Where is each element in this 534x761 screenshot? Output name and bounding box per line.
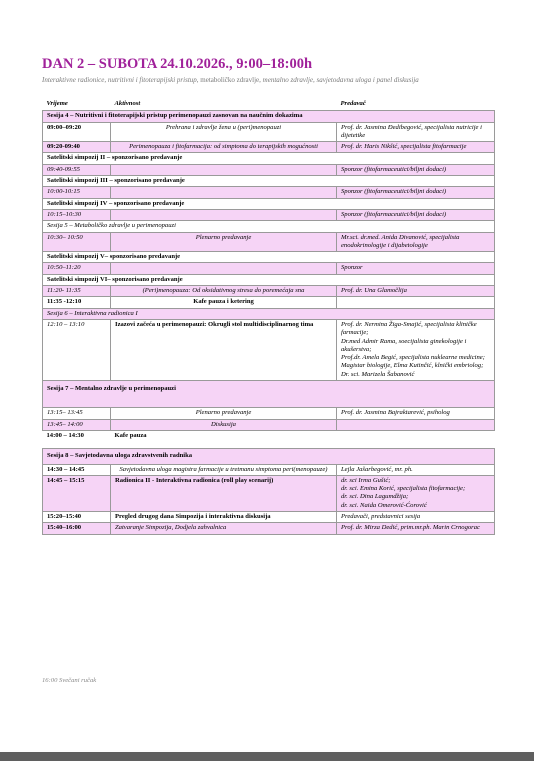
header-activity: Aktivnost bbox=[111, 99, 337, 111]
row-speaker: Sponzor (fitofarmaceutici/biljni dodaci) bbox=[337, 209, 495, 220]
session-row bbox=[43, 449, 495, 464]
row-activity: Kafe pauza i ketering bbox=[111, 297, 337, 308]
row-time: 09:20-09:40 bbox=[43, 142, 111, 153]
row-time: 10:15–10:30 bbox=[43, 209, 111, 220]
speaker-line: dr. sci. Dina Lagumdžija; bbox=[341, 493, 409, 501]
session-row bbox=[43, 111, 495, 122]
table-row bbox=[43, 419, 495, 430]
schedule-table bbox=[42, 99, 495, 535]
header-time: Vrijeme bbox=[43, 99, 111, 111]
speaker-line: Magistar biologije, Elma Kutinčić, klnički embriolog; bbox=[341, 362, 484, 370]
row-time: 15:40–16:00 bbox=[43, 523, 111, 534]
table-row bbox=[43, 142, 495, 153]
session-row bbox=[43, 381, 495, 408]
subtitle-part-1: Interaktivne radionice, nutritivni i fitoterapijski pristup, bbox=[42, 76, 199, 84]
row-speaker bbox=[337, 475, 495, 511]
row-time: 11:35 -12:10 bbox=[43, 297, 111, 308]
page-title: DAN 2 – SUBOTA 24.10.2026., 9:00–18:00h bbox=[42, 56, 313, 72]
row-speaker: Sponzor bbox=[337, 263, 495, 274]
row-speaker: Prof. dr. Mirza Dedić, prim.mr.ph. Marin Crnogorac bbox=[337, 523, 495, 534]
header-speaker: Predavač bbox=[337, 99, 495, 111]
session-row bbox=[43, 308, 495, 319]
speaker-line: Dr. sci. Marizela Šabanović bbox=[341, 370, 415, 378]
table-header-row bbox=[43, 99, 495, 111]
session-row bbox=[43, 153, 495, 164]
row-activity: Savjetodavna uloga magistra farmacije u tretmanu simptoma peri(menopauze) bbox=[111, 464, 337, 475]
row-activity bbox=[111, 164, 337, 175]
row-time: 10:50–11:20 bbox=[43, 263, 111, 274]
row-speaker: Sponzor (fitofarmaceutici/biljni dodaci) bbox=[337, 164, 495, 175]
subtitle-part-2: metaboličko zdravlje, bbox=[198, 76, 261, 84]
row-activity: Pregled drugog dana Simpozija i interaktivna diskusija bbox=[111, 511, 337, 522]
row-time: 09:40-09:55 bbox=[43, 164, 111, 175]
table-row bbox=[43, 523, 495, 534]
footer-note: 16:00 Svečani ručak bbox=[42, 677, 97, 684]
row-time: 14:45 – 15:15 bbox=[43, 475, 111, 511]
row-speaker: Prof. dr. Jasmina Bajraktarević, psiholog bbox=[337, 408, 495, 419]
row-activity: Izazovi začeća u perimenopauzi: Okrugli stol multidisciplinarnog tima bbox=[111, 319, 337, 380]
speaker-line: dr. sci. Emina Korić, specijalista fitofarmacije; bbox=[341, 485, 466, 493]
table-row bbox=[43, 187, 495, 198]
row-time: 14:00 – 14:30 bbox=[43, 430, 111, 448]
row-speaker bbox=[337, 419, 495, 430]
session-title: Sesija 7 – Mentalno zdravlje u perimenopauzi bbox=[43, 381, 495, 408]
speaker-line: dr. sci. Naida Omerović-Ćorović bbox=[341, 501, 427, 509]
row-time: 14:30 – 14:45 bbox=[43, 464, 111, 475]
table-row bbox=[43, 164, 495, 175]
table-row bbox=[43, 122, 495, 142]
row-speaker: Predavači, predstavnici sesija bbox=[337, 511, 495, 522]
row-activity bbox=[111, 209, 337, 220]
table-row bbox=[43, 263, 495, 274]
session-title: Satelitski simpozij IV – sponzorisano predavanje bbox=[43, 198, 495, 209]
row-activity: Plenarno predavanje bbox=[111, 232, 337, 252]
session-title: Satelitski simpozij V– sponzorisano predavanje bbox=[43, 252, 495, 263]
table-row bbox=[43, 408, 495, 419]
row-time: 13:45– 14:00 bbox=[43, 419, 111, 430]
row-speaker: Prof. dr. Jasmina Đedibegović, specijalista nutricije i dijetetike bbox=[337, 122, 495, 142]
row-activity: Kafe pauza bbox=[111, 430, 337, 448]
session-title: Satelitski simpozij II – sponzorisano predavanje bbox=[43, 153, 495, 164]
table-row bbox=[43, 319, 495, 380]
row-time: 12:10 – 13:10 bbox=[43, 319, 111, 380]
row-time: 09:00–09:20 bbox=[43, 122, 111, 142]
session-title: Satelitski simpozij VI– sponzorisano predavanje bbox=[43, 274, 495, 285]
row-time: 15:20–15:40 bbox=[43, 511, 111, 522]
viewer-bottom-bar bbox=[0, 752, 534, 761]
session-title: Sesija 4 – Nutritivni i fitoterapijski pristup perimenopauzi zasnovan na naučnim dokazima bbox=[43, 111, 495, 122]
subtitle-part-3: mentalno zdravlje, savjetodavna uloga i panel diskusija bbox=[260, 76, 419, 84]
table-row bbox=[43, 464, 495, 475]
session-row bbox=[43, 221, 495, 232]
session-title: Satelitski simpozij III – sponzorisano predavanje bbox=[43, 176, 495, 187]
speaker-line: Dr.med Admir Rama, soecijalista ginekologije i akušerstva; bbox=[341, 337, 467, 353]
session-title: Sesija 5 – Metaboličko zdravlje u perimenopauzi bbox=[43, 221, 495, 232]
row-speaker bbox=[337, 319, 495, 380]
speaker-line: Prof. dr. Nermina Žiga-Smajić, specijalista kliničke farmacije; bbox=[341, 320, 477, 337]
row-time: 13:15– 13:45 bbox=[43, 408, 111, 419]
row-speaker: Prof. dr. Una Glamočlija bbox=[337, 286, 495, 297]
row-speaker: Sponzor (fitofarmaceutici/biljni dodaci) bbox=[337, 187, 495, 198]
table-row bbox=[43, 430, 495, 448]
row-time: 10:30– 10:50 bbox=[43, 232, 111, 252]
row-activity bbox=[111, 187, 337, 198]
row-activity: Radionica II - Interaktivna radionica (roll play scenarij) bbox=[111, 475, 337, 511]
row-activity: (Peri)menopauza: Od oksidativnog stresa do poremećaja sna bbox=[111, 286, 337, 297]
table-row bbox=[43, 511, 495, 522]
page-subtitle bbox=[42, 75, 492, 85]
table-row bbox=[43, 475, 495, 511]
session-row bbox=[43, 198, 495, 209]
row-activity: Plenarno predavanje bbox=[111, 408, 337, 419]
row-activity: Diskusija bbox=[111, 419, 337, 430]
row-time: 11:20- 11:35 bbox=[43, 286, 111, 297]
table-row bbox=[43, 232, 495, 252]
table-row bbox=[43, 297, 495, 308]
row-speaker bbox=[337, 297, 495, 308]
session-row bbox=[43, 252, 495, 263]
row-activity: Perimenopauza i fitofarmacija: od simptoma do terapijskih mogućnosti bbox=[111, 142, 337, 153]
row-time: 10:00-10:15 bbox=[43, 187, 111, 198]
session-title: Sesija 8 – Savjetodavna uloga zdravstvenih radnika bbox=[43, 449, 495, 464]
speaker-line: Prof.dr. Amela Begić, specijalista nuklearne medicine; bbox=[341, 354, 485, 362]
table-row bbox=[43, 209, 495, 220]
row-speaker: Mr.sci. dr.med. Anida Divanović, specijalista enodokrinologije i dijabetologije bbox=[337, 232, 495, 252]
row-speaker: Lejla Jašarbegović, mr. ph. bbox=[337, 464, 495, 475]
session-row bbox=[43, 176, 495, 187]
row-activity: Prehrana i zdravlje žena u (peri)menopauzi bbox=[111, 122, 337, 142]
row-speaker: Prof. dr. Haris Nikšić, specijalista fitofarmacije bbox=[337, 142, 495, 153]
row-activity: Zatvaranje Simpozija, Dodjela zahvalnica bbox=[111, 523, 337, 534]
speaker-line: dr. sci Irma Gušić; bbox=[341, 476, 391, 484]
row-speaker bbox=[337, 430, 495, 448]
session-title: Sesija 6 – Interaktivna radionica I bbox=[43, 308, 495, 319]
row-activity bbox=[111, 263, 337, 274]
session-row bbox=[43, 274, 495, 285]
table-row bbox=[43, 286, 495, 297]
